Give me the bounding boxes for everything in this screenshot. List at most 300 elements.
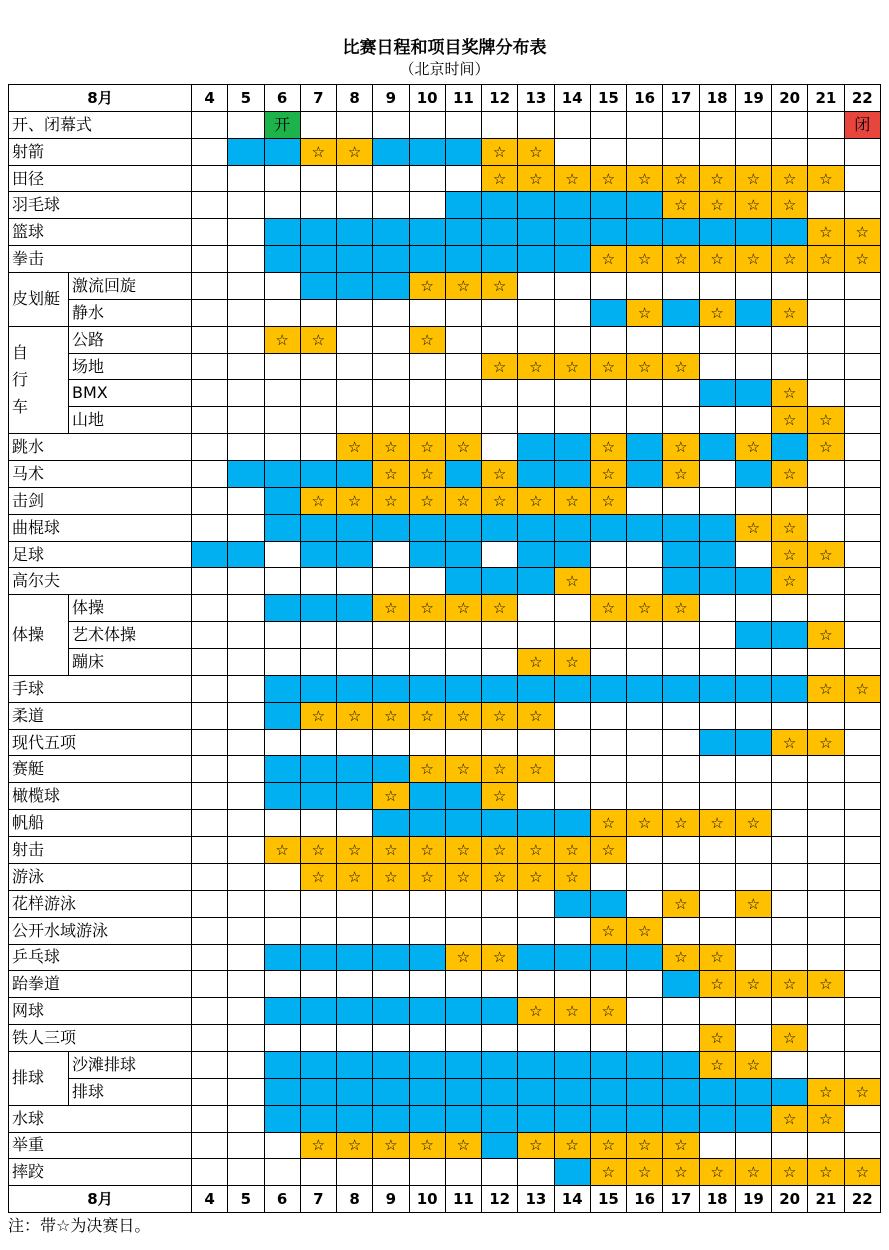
final-day-cell: ☆	[735, 890, 771, 917]
empty-day-cell	[735, 917, 771, 944]
empty-day-cell	[844, 649, 881, 676]
empty-day-cell	[337, 192, 373, 219]
empty-day-cell	[445, 380, 481, 407]
empty-day-cell	[844, 890, 881, 917]
empty-day-cell	[808, 863, 844, 890]
final-day-cell: ☆	[772, 1159, 808, 1186]
empty-day-cell	[518, 729, 554, 756]
empty-day-cell	[554, 407, 590, 434]
empty-day-cell	[627, 998, 663, 1025]
competition-day-cell	[663, 219, 699, 246]
empty-day-cell	[808, 138, 844, 165]
empty-day-cell	[735, 1025, 771, 1052]
competition-day-cell	[264, 675, 300, 702]
competition-day-cell	[373, 675, 409, 702]
schedule-row	[9, 514, 881, 541]
empty-day-cell	[228, 702, 264, 729]
empty-day-cell	[808, 299, 844, 326]
empty-day-cell	[228, 998, 264, 1025]
header-day: 10	[409, 85, 445, 112]
empty-day-cell	[228, 326, 264, 353]
empty-day-cell	[300, 353, 336, 380]
sport-name: 田径	[9, 165, 192, 192]
final-day-cell: ☆	[445, 837, 481, 864]
final-day-cell: ☆	[590, 595, 626, 622]
empty-day-cell	[627, 837, 663, 864]
discipline-name: 公路	[69, 326, 192, 353]
empty-day-cell	[772, 487, 808, 514]
empty-day-cell	[627, 273, 663, 300]
empty-day-cell	[192, 810, 228, 837]
empty-day-cell	[482, 1159, 518, 1186]
empty-day-cell	[554, 917, 590, 944]
final-day-cell: ☆	[772, 541, 808, 568]
sport-name: 摔跤	[9, 1159, 192, 1186]
empty-day-cell	[518, 407, 554, 434]
competition-day-cell	[735, 622, 771, 649]
empty-day-cell	[699, 917, 735, 944]
empty-day-cell	[808, 783, 844, 810]
header-day: 5	[228, 85, 264, 112]
empty-day-cell	[627, 702, 663, 729]
empty-day-cell	[699, 407, 735, 434]
discipline-name: 艺术体操	[69, 622, 192, 649]
final-day-cell: ☆	[409, 487, 445, 514]
competition-day-cell	[409, 1051, 445, 1078]
empty-day-cell	[373, 407, 409, 434]
competition-day-cell	[409, 138, 445, 165]
final-day-cell: ☆	[409, 326, 445, 353]
empty-day-cell	[228, 111, 264, 138]
empty-day-cell	[735, 649, 771, 676]
empty-day-cell	[300, 299, 336, 326]
competition-day-cell	[300, 1051, 336, 1078]
final-day-cell: ☆	[663, 461, 699, 488]
empty-day-cell	[699, 138, 735, 165]
empty-day-cell	[699, 783, 735, 810]
footer-day: 5	[228, 1186, 264, 1213]
competition-day-cell	[627, 461, 663, 488]
empty-day-cell	[699, 998, 735, 1025]
competition-day-cell	[590, 219, 626, 246]
empty-day-cell	[808, 111, 844, 138]
final-day-cell: ☆	[590, 917, 626, 944]
competition-day-cell	[699, 380, 735, 407]
empty-day-cell	[590, 783, 626, 810]
empty-day-cell	[445, 165, 481, 192]
empty-day-cell	[590, 729, 626, 756]
competition-day-cell	[518, 1051, 554, 1078]
empty-day-cell	[337, 622, 373, 649]
competition-day-cell	[663, 675, 699, 702]
empty-day-cell	[228, 649, 264, 676]
empty-day-cell	[228, 810, 264, 837]
final-day-cell: ☆	[445, 1132, 481, 1159]
empty-day-cell	[337, 890, 373, 917]
empty-day-cell	[228, 514, 264, 541]
competition-day-cell	[373, 1105, 409, 1132]
empty-day-cell	[844, 138, 881, 165]
final-day-cell: ☆	[590, 165, 626, 192]
empty-day-cell	[300, 971, 336, 998]
empty-day-cell	[627, 729, 663, 756]
empty-day-cell	[264, 810, 300, 837]
final-day-cell: ☆	[663, 1159, 699, 1186]
discipline-name: 蹦床	[69, 649, 192, 676]
sport-name: 开、闭幕式	[9, 111, 192, 138]
schedule-row	[9, 353, 881, 380]
final-day-cell: ☆	[590, 1132, 626, 1159]
final-day-cell: ☆	[482, 837, 518, 864]
competition-day-cell	[264, 219, 300, 246]
schedule-row	[9, 729, 881, 756]
sport-name: 橄榄球	[9, 783, 192, 810]
empty-day-cell	[808, 353, 844, 380]
header-day: 6	[264, 85, 300, 112]
empty-day-cell	[300, 111, 336, 138]
empty-day-cell	[264, 165, 300, 192]
empty-day-cell	[663, 622, 699, 649]
final-day-cell: ☆	[627, 353, 663, 380]
sport-name: 足球	[9, 541, 192, 568]
competition-day-cell	[518, 219, 554, 246]
empty-day-cell	[228, 729, 264, 756]
empty-day-cell	[808, 649, 844, 676]
final-day-cell: ☆	[554, 837, 590, 864]
final-day-cell: ☆	[409, 756, 445, 783]
empty-day-cell	[192, 1132, 228, 1159]
empty-day-cell	[844, 702, 881, 729]
empty-day-cell	[264, 622, 300, 649]
final-day-cell: ☆	[518, 1132, 554, 1159]
final-day-cell: ☆	[627, 1132, 663, 1159]
empty-day-cell	[663, 273, 699, 300]
empty-day-cell	[844, 1132, 881, 1159]
competition-day-cell	[228, 541, 264, 568]
empty-day-cell	[554, 111, 590, 138]
empty-day-cell	[808, 380, 844, 407]
schedule-row	[9, 810, 881, 837]
schedule-row	[9, 971, 881, 998]
sport-name: 铁人三项	[9, 1025, 192, 1052]
schedule-row	[9, 192, 881, 219]
empty-day-cell	[808, 514, 844, 541]
empty-day-cell	[627, 568, 663, 595]
competition-day-cell	[554, 675, 590, 702]
final-day-cell: ☆	[663, 434, 699, 461]
schedule-row	[9, 461, 881, 488]
competition-day-cell	[264, 138, 300, 165]
empty-day-cell	[590, 138, 626, 165]
schedule-row	[9, 649, 881, 676]
schedule-row	[9, 675, 881, 702]
schedule-row	[9, 944, 881, 971]
empty-day-cell	[409, 890, 445, 917]
empty-day-cell	[808, 192, 844, 219]
schedule-row	[9, 837, 881, 864]
empty-day-cell	[192, 729, 228, 756]
competition-day-cell	[409, 219, 445, 246]
empty-day-cell	[808, 890, 844, 917]
final-day-cell: ☆	[554, 165, 590, 192]
empty-day-cell	[482, 649, 518, 676]
empty-day-cell	[228, 299, 264, 326]
empty-day-cell	[228, 246, 264, 273]
final-day-cell: ☆	[409, 273, 445, 300]
final-day-cell: ☆	[735, 971, 771, 998]
final-day-cell: ☆	[808, 246, 844, 273]
empty-day-cell	[772, 595, 808, 622]
competition-day-cell	[554, 461, 590, 488]
final-day-cell: ☆	[264, 326, 300, 353]
final-day-cell: ☆	[772, 165, 808, 192]
competition-day-cell	[300, 246, 336, 273]
empty-day-cell	[808, 326, 844, 353]
final-day-cell: ☆	[373, 837, 409, 864]
competition-day-cell	[590, 1105, 626, 1132]
competition-day-cell	[373, 138, 409, 165]
empty-day-cell	[844, 326, 881, 353]
empty-day-cell	[663, 863, 699, 890]
empty-day-cell	[300, 407, 336, 434]
final-day-cell: ☆	[808, 541, 844, 568]
empty-day-cell	[518, 299, 554, 326]
empty-day-cell	[663, 837, 699, 864]
empty-day-cell	[228, 971, 264, 998]
empty-day-cell	[264, 971, 300, 998]
empty-day-cell	[590, 407, 626, 434]
empty-day-cell	[482, 917, 518, 944]
final-day-cell: ☆	[808, 1105, 844, 1132]
empty-day-cell	[228, 917, 264, 944]
empty-day-cell	[300, 890, 336, 917]
final-day-cell: ☆	[482, 702, 518, 729]
empty-day-cell	[445, 353, 481, 380]
schedule-row	[9, 407, 881, 434]
empty-day-cell	[735, 353, 771, 380]
final-day-cell: ☆	[300, 138, 336, 165]
competition-day-cell	[554, 1051, 590, 1078]
footnote: 注：带☆为决赛日。	[8, 1216, 151, 1235]
competition-day-cell	[337, 273, 373, 300]
competition-day-cell	[554, 246, 590, 273]
final-day-cell: ☆	[337, 487, 373, 514]
footer-day: 21	[808, 1186, 844, 1213]
empty-day-cell	[772, 998, 808, 1025]
empty-day-cell	[192, 944, 228, 971]
empty-day-cell	[192, 111, 228, 138]
empty-day-cell	[772, 783, 808, 810]
schedule-row	[9, 622, 881, 649]
competition-day-cell	[445, 219, 481, 246]
empty-day-cell	[337, 299, 373, 326]
sport-name: 手球	[9, 675, 192, 702]
empty-day-cell	[735, 863, 771, 890]
empty-day-cell	[663, 111, 699, 138]
empty-day-cell	[445, 971, 481, 998]
sport-name: 高尔夫	[9, 568, 192, 595]
competition-day-cell	[300, 1078, 336, 1105]
competition-day-cell	[554, 514, 590, 541]
final-day-cell: ☆	[518, 353, 554, 380]
competition-day-cell	[735, 729, 771, 756]
footer-day: 22	[844, 1186, 881, 1213]
empty-day-cell	[337, 729, 373, 756]
empty-day-cell	[844, 568, 881, 595]
competition-day-cell	[445, 1051, 481, 1078]
empty-day-cell	[192, 702, 228, 729]
empty-day-cell	[735, 407, 771, 434]
empty-day-cell	[482, 434, 518, 461]
empty-day-cell	[699, 837, 735, 864]
empty-day-cell	[192, 890, 228, 917]
empty-day-cell	[844, 299, 881, 326]
empty-day-cell	[844, 837, 881, 864]
competition-day-cell	[337, 783, 373, 810]
empty-day-cell	[192, 299, 228, 326]
empty-day-cell	[192, 622, 228, 649]
final-day-cell: ☆	[518, 837, 554, 864]
empty-day-cell	[735, 944, 771, 971]
competition-day-cell	[373, 1078, 409, 1105]
final-day-cell: ☆	[663, 890, 699, 917]
competition-day-cell	[445, 675, 481, 702]
final-day-cell: ☆	[554, 1132, 590, 1159]
final-day-cell: ☆	[373, 863, 409, 890]
competition-day-cell	[264, 1051, 300, 1078]
empty-day-cell	[735, 138, 771, 165]
empty-day-cell	[264, 192, 300, 219]
empty-day-cell	[192, 407, 228, 434]
sport-name: 游泳	[9, 863, 192, 890]
empty-day-cell	[337, 353, 373, 380]
final-day-cell: ☆	[337, 837, 373, 864]
empty-day-cell	[445, 326, 481, 353]
empty-day-cell	[735, 702, 771, 729]
empty-day-cell	[409, 1025, 445, 1052]
final-day-cell: ☆	[409, 595, 445, 622]
empty-day-cell	[482, 380, 518, 407]
schedule-row	[9, 326, 881, 353]
empty-day-cell	[228, 1132, 264, 1159]
empty-day-cell	[409, 729, 445, 756]
competition-day-cell	[772, 1078, 808, 1105]
competition-day-cell	[590, 1051, 626, 1078]
empty-day-cell	[735, 998, 771, 1025]
empty-day-cell	[192, 1051, 228, 1078]
discipline-name: 排球	[69, 1078, 192, 1105]
final-day-cell: ☆	[627, 810, 663, 837]
sport-name: 射箭	[9, 138, 192, 165]
final-day-cell: ☆	[590, 810, 626, 837]
final-day-cell: ☆	[445, 944, 481, 971]
empty-day-cell	[627, 649, 663, 676]
empty-day-cell	[264, 407, 300, 434]
competition-day-cell	[699, 434, 735, 461]
competition-day-cell	[337, 1051, 373, 1078]
empty-day-cell	[518, 890, 554, 917]
header-day: 13	[518, 85, 554, 112]
final-day-cell: ☆	[554, 649, 590, 676]
competition-day-cell	[409, 998, 445, 1025]
empty-day-cell	[627, 756, 663, 783]
final-day-cell: ☆	[554, 863, 590, 890]
empty-day-cell	[590, 273, 626, 300]
competition-day-cell	[409, 514, 445, 541]
competition-day-cell	[772, 219, 808, 246]
empty-day-cell	[735, 1132, 771, 1159]
final-day-cell: ☆	[482, 461, 518, 488]
final-day-cell: ☆	[373, 595, 409, 622]
competition-day-cell	[409, 675, 445, 702]
empty-day-cell	[699, 863, 735, 890]
competition-day-cell	[627, 944, 663, 971]
competition-day-cell	[337, 944, 373, 971]
empty-day-cell	[409, 380, 445, 407]
empty-day-cell	[445, 729, 481, 756]
empty-day-cell	[808, 756, 844, 783]
empty-day-cell	[373, 890, 409, 917]
empty-day-cell	[409, 111, 445, 138]
schedule-row	[9, 165, 881, 192]
final-day-cell: ☆	[337, 702, 373, 729]
competition-day-cell	[518, 944, 554, 971]
empty-day-cell	[627, 407, 663, 434]
empty-day-cell	[844, 434, 881, 461]
empty-day-cell	[699, 756, 735, 783]
empty-day-cell	[445, 407, 481, 434]
empty-day-cell	[264, 380, 300, 407]
empty-day-cell	[445, 917, 481, 944]
competition-day-cell	[482, 998, 518, 1025]
competition-day-cell	[264, 783, 300, 810]
empty-day-cell	[192, 837, 228, 864]
competition-day-cell	[482, 192, 518, 219]
discipline-group-cell	[9, 326, 69, 433]
empty-day-cell	[627, 541, 663, 568]
competition-day-cell	[409, 944, 445, 971]
empty-day-cell	[518, 917, 554, 944]
competition-day-cell	[373, 944, 409, 971]
empty-day-cell	[445, 111, 481, 138]
schedule-row	[9, 138, 881, 165]
empty-day-cell	[627, 1025, 663, 1052]
empty-day-cell	[192, 1159, 228, 1186]
empty-day-cell	[445, 1025, 481, 1052]
competition-day-cell	[482, 1078, 518, 1105]
empty-day-cell	[228, 219, 264, 246]
competition-day-cell	[373, 998, 409, 1025]
competition-day-cell	[445, 568, 481, 595]
competition-day-cell	[590, 299, 626, 326]
final-day-cell: ☆	[409, 863, 445, 890]
competition-day-cell	[590, 675, 626, 702]
final-day-cell: ☆	[518, 138, 554, 165]
competition-day-cell	[373, 273, 409, 300]
final-day-cell: ☆	[772, 514, 808, 541]
competition-day-cell	[409, 1105, 445, 1132]
empty-day-cell	[772, 944, 808, 971]
competition-day-cell	[337, 541, 373, 568]
empty-day-cell	[409, 299, 445, 326]
empty-day-cell	[264, 1132, 300, 1159]
competition-day-cell	[445, 810, 481, 837]
final-day-cell: ☆	[337, 863, 373, 890]
empty-day-cell	[192, 138, 228, 165]
empty-day-cell	[228, 1105, 264, 1132]
final-day-cell: ☆	[554, 568, 590, 595]
empty-day-cell	[808, 998, 844, 1025]
